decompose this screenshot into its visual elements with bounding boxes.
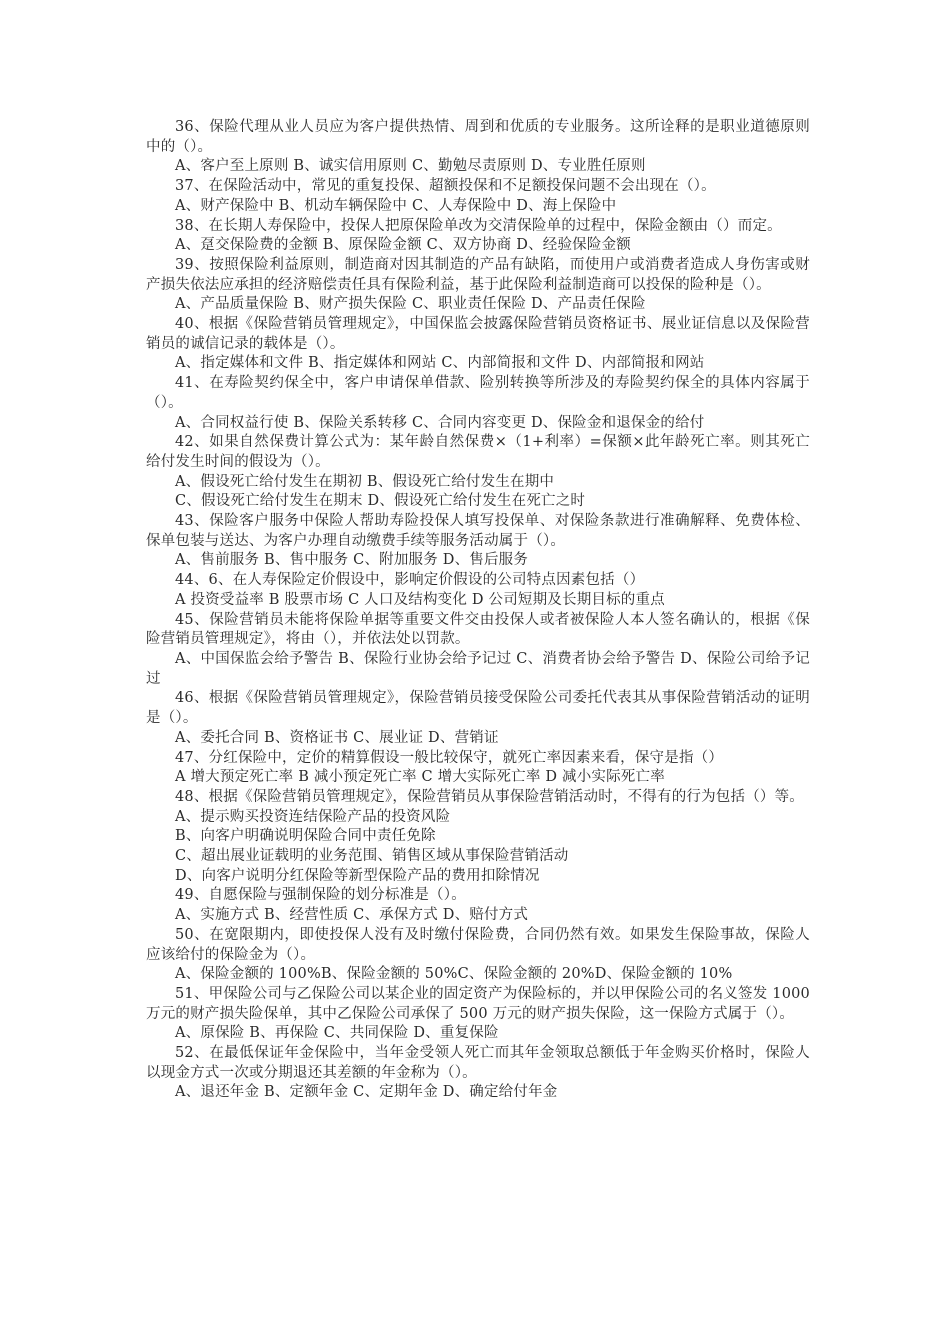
question-47: 47、分红保险中，定价的精算假设一般比较保守，就死亡率因素来看，保守是指（） xyxy=(175,749,724,766)
option-48-a: A、提示购买投资连结保险产品的投资风险 xyxy=(175,808,451,825)
question-46: 46、根据《保险营销员管理规定》，保险营销员接受保险公司委托代表其从事保险营销活动的证明是（）。 xyxy=(146,690,810,727)
options-42-cd: C、假设死亡给付发生在期末 D、假设死亡给付发生在死亡之时 xyxy=(175,493,586,510)
options-43: A、售前服务 B、售中服务 C、附加服务 D、售后服务 xyxy=(175,552,529,569)
question-49: 49、自愿保险与强制保险的划分标准是（）。 xyxy=(175,887,466,904)
options-52: A、退还年金 B、定额年金 C、定期年金 D、确定给付年金 xyxy=(175,1084,558,1101)
option-48-b: B、向客户明确说明保险合同中责任免除 xyxy=(175,828,436,845)
options-40: A、指定媒体和文件 B、指定媒体和网站 C、内部简报和文件 D、内部简报和网站 xyxy=(175,355,705,372)
options-45: A、中国保监会给予警告 B、保险行业协会给予记过 C、消费者协会给予警告 D、保险公司给予记过 xyxy=(146,650,810,687)
options-39: A、产品质量保险 B、财产损失保险 C、职业责任保险 D、产品责任保险 xyxy=(175,296,646,313)
question-36: 36、保险代理从业人员应为客户提供热情、周到和优质的专业服务。这所诠释的是职业道德原则中的（）。 xyxy=(146,119,810,155)
options-38: A、趸交保险费的金额 B、原保险金额 C、双方协商 D、经验保险金额 xyxy=(175,237,631,254)
option-48-c: C、超出展业证载明的业务范围、销售区域从事保险营销活动 xyxy=(175,848,569,865)
question-37: 37、在保险活动中，常见的重复投保、超额投保和不足额投保问题不会出现在（）。 xyxy=(175,178,716,195)
question-41: 41、在寿险契约保全中，客户申请保单借款、险别转换等所涉及的寿险契约保全的具体内容属于（）。 xyxy=(146,375,810,411)
option-48-d: D、向客户说明分红保险等新型保险产品的费用扣除情况 xyxy=(175,867,540,884)
question-39: 39、按照保险利益原则，制造商对因其制造的产品有缺陷，而使用户或消费者造成人身伤害或财产损失依法应承担的经济赔偿责任具有保险利益，基于此保险利益制造商可以投保的险种是（）。 xyxy=(146,256,810,293)
question-42: 42、如果自然保费计算公式为：某年龄自然保费×（1+利率）=保额×此年龄死亡率。则其死亡给付发生时间的假设为（）。 xyxy=(146,434,810,470)
question-52: 52、在最低保证年金保险中，当年金受领人死亡而其年金领取总额低于年金购买价格时，保险人以现金方式一次或分期退还其差额的年金称为（）。 xyxy=(146,1045,810,1081)
options-50: A、保险金额的 100%B、保险金额的 50%C、保险金额的 20%D、保险金额的 10% xyxy=(175,966,733,983)
question-48: 48、根据《保险营销员管理规定》，保险营销员从事保险营销活动时，不得有的行为包括（）等。 xyxy=(175,788,804,805)
question-50: 50、在宽限期内，即使投保人没有及时缴付保险费，合同仍然有效。如果发生保险事故，保险人应该给付的保险金为（）。 xyxy=(146,926,810,963)
question-40: 40、根据《保险营销员管理规定》，中国保监会披露保险营销员资格证书、展业证信息以及保险营销员的诚信记录的载体是（）。 xyxy=(146,316,810,352)
options-51: A、原保险 B、再保险 C、共同保险 D、重复保险 xyxy=(175,1025,499,1042)
options-37: A、财产保险中 B、机动车辆保险中 C、人寿保险中 D、海上保险中 xyxy=(175,197,617,214)
question-43: 43、保险客户服务中保险人帮助寿险投保人填写投保单、对保险条款进行准确解释、免费体检、保单包装与送达、为客户办理自动缴费手续等服务活动属于（）。 xyxy=(146,513,810,549)
options-47: A 增大预定死亡率 B 减小预定死亡率 C 增大实际死亡率 D 减小实际死亡率 xyxy=(175,769,665,786)
options-41: A、合同权益行使 B、保险关系转移 C、合同内容变更 D、保险金和退保金的给付 xyxy=(175,414,705,431)
options-49: A、实施方式 B、经营性质 C、承保方式 D、赔付方式 xyxy=(175,907,529,924)
options-44: A 投资受益率 B 股票市场 C 人口及结构变化 D 公司短期及长期目标的重点 xyxy=(175,591,665,608)
question-45: 45、保险营销员未能将保险单据等重要文件交由投保人或者被保险人本人签名确认的，根据《保险营销员管理规定》，将由（），并依法处以罚款。 xyxy=(146,611,810,648)
question-51: 51、甲保险公司与乙保险公司以某企业的固定资产为保险标的，并以甲保险公司的名义签发 1000 万元的财产损失险保单，其中乙保险公司承保了 500 万元的财产损失保险，这一保险方式属于（）。 xyxy=(146,985,810,1022)
options-36: A、客户至上原则 B、诚实信用原则 C、勤勉尽责原则 D、专业胜任原则 xyxy=(175,158,646,175)
question-38: 38、在长期人寿保险中，投保人把原保险单改为交清保险单的过程中，保险金额由（）而定。 xyxy=(175,217,782,234)
options-46: A、委托合同 B、资格证书 C、展业证 D、营销证 xyxy=(175,729,499,746)
question-44: 44、6、在人寿保险定价假设中，影响定价假设的公司特点因素包括（） xyxy=(175,572,645,589)
options-42-ab: A、假设死亡给付发生在期初 B、假设死亡给付发生在期中 xyxy=(175,473,555,490)
document-body xyxy=(146,118,810,1103)
